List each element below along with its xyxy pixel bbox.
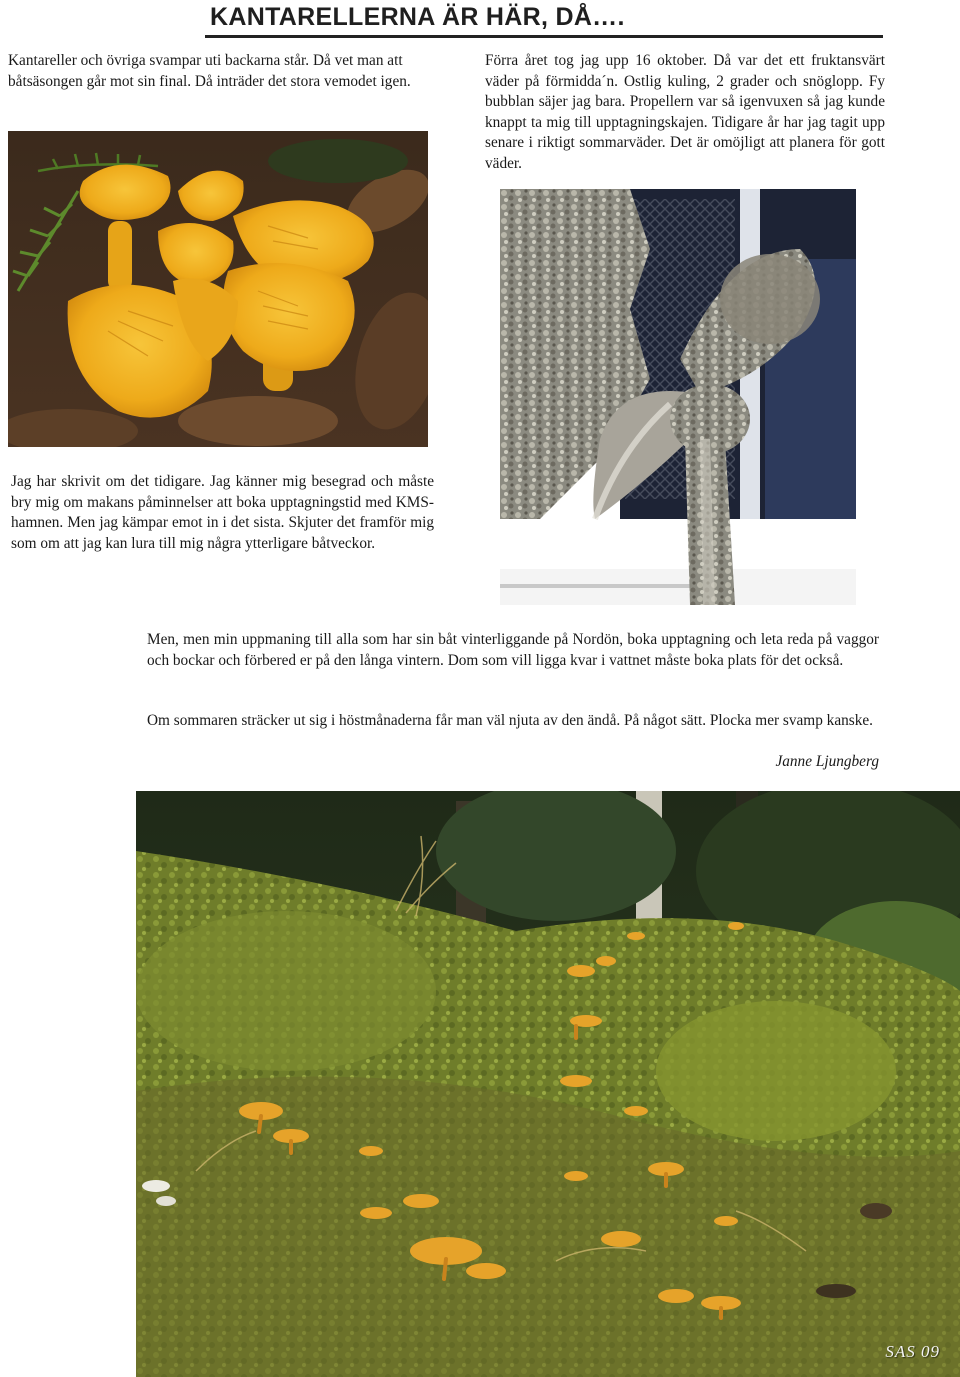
- chanterelle-closeup-photo: [8, 131, 428, 447]
- article-title: KANTARELLERNA ÄR HÄR, DÅ….: [210, 3, 625, 31]
- intro-paragraph: Kantareller och övriga svampar uti backarna står. Då vet man att båtsäsongen går mot sin final. Då inträder det stora vemodet igen.: [8, 52, 411, 90]
- left-column-lower-paragraph: Jag har skrivit om det tidigare. Jag känner mig besegrad och måste bry mig om makans påminnelser att boka upptagningstid med KMS-hamnen. Men jag kämpar emot in i det sista. Skjuter det framför mig som om att jag kan lura till mig några ytterligare båtveckor.: [11, 473, 434, 552]
- author-signature: Janne Ljungberg: [775, 753, 879, 770]
- photo-credit: SAS 09: [885, 1342, 940, 1361]
- main-paragraph-2: Om sommaren sträcker ut sig i höstmånaderna får man väl njuta av den ändå. På något sätt. Plocka mer svamp kanske.: [147, 712, 873, 729]
- right-column-paragraph: Förra året tog jag upp 16 oktober. Då var det ett fruktansvärt väder på förmidda´n. Ostlig kuling, 2 grader och snöglopp. Fy bubblan säjer jag bara. Propellern var så igenvuxen så jag kunde knappt ta mig till upptagningskajen. Tidigare år har jag tagit upp senare i riktigt sommarväder. Det är omöjligt att planera för gott väder.: [485, 52, 885, 172]
- title-rule: [205, 35, 883, 38]
- mossy-forest-photo: [136, 791, 960, 1377]
- fouled-propeller-photo: [500, 189, 856, 605]
- main-paragraph-1: Men, men min uppmaning till alla som har sin båt vinterliggande på Nordön, boka upptagning och leta reda på vaggor och bockar och förbered er på den långa vintern. Dom som vill ligga kvar i vattnet måste boka plats för det också.: [147, 631, 879, 669]
